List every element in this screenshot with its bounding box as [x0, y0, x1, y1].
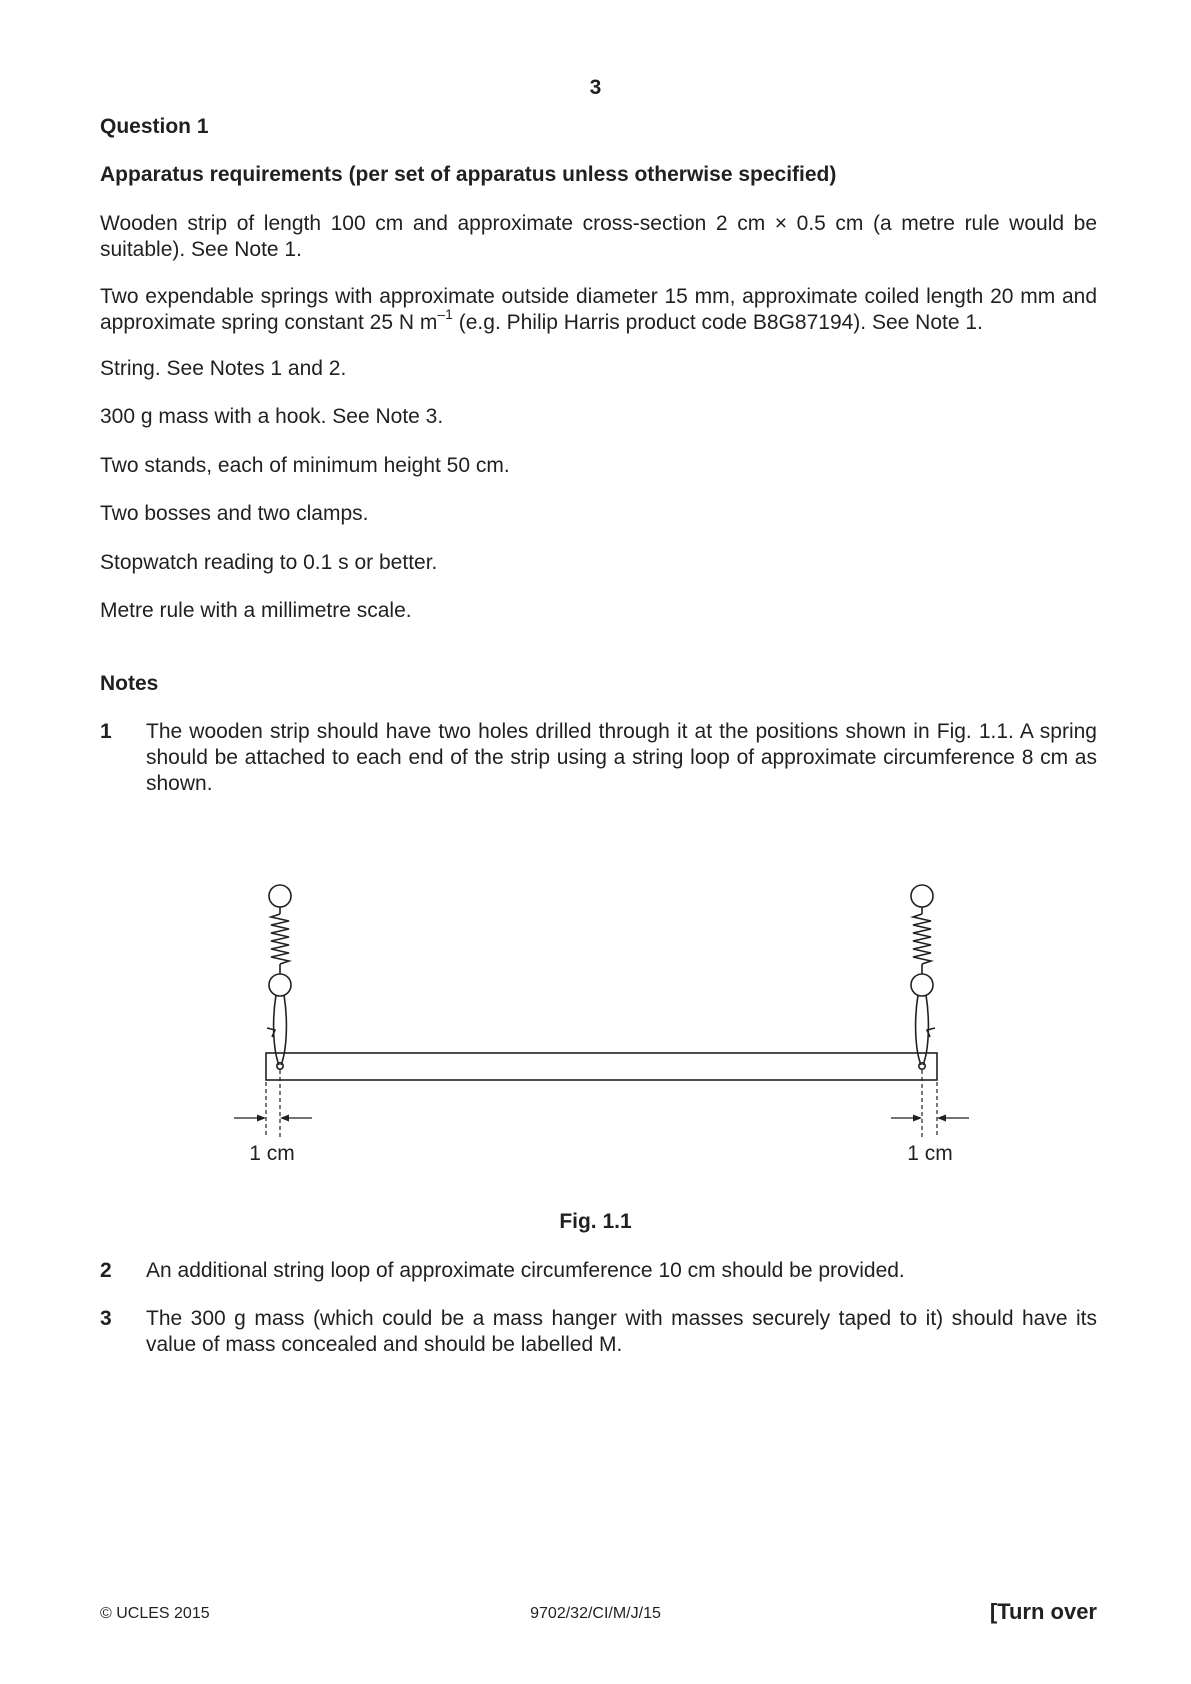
apparatus-item-text	[100, 284, 1097, 336]
left-arrowhead-in	[257, 1115, 266, 1122]
right-arrowhead-in	[913, 1115, 922, 1122]
apparatus-item-text: Metre rule with a millimetre scale.	[100, 599, 412, 622]
apparatus-item-7	[100, 550, 1097, 576]
apparatus-item-3	[100, 356, 1097, 382]
left-dimension-marker	[234, 1070, 312, 1137]
apparatus-item-6	[100, 501, 1097, 527]
footer-paper-code: 9702/32/CI/M/J/15	[530, 1605, 661, 1622]
note-3	[100, 1306, 1097, 1358]
notes-heading-block	[100, 671, 1097, 697]
right-dimension-marker	[891, 1070, 969, 1137]
apparatus-heading-block	[100, 162, 1097, 188]
note-number: 2	[100, 1259, 112, 1282]
note-text: The 300 g mass (which could be a mass hanger with masses securely taped to it) should have its value of mass concealed and should be labelled M.	[146, 1307, 1097, 1356]
apparatus-item-text: Stopwatch reading to 0.1 s or better.	[100, 551, 438, 574]
note-text: An additional string loop of approximate circumference 10 cm should be provided.	[146, 1259, 905, 1282]
apparatus-item-text: Two bosses and two clamps.	[100, 502, 369, 525]
left-arrowhead-out	[280, 1115, 289, 1122]
right-bottom-ring	[911, 974, 933, 996]
left-hole	[277, 1063, 283, 1069]
right-string-loop	[916, 995, 921, 1065]
left-top-ring	[269, 885, 291, 907]
right-dimension-label: 1 cm	[907, 1142, 953, 1165]
apparatus-item-4	[100, 404, 1097, 430]
footer-copyright: © UCLES 2015	[100, 1605, 210, 1622]
notes-heading: Notes	[100, 672, 159, 695]
apparatus-item-8	[100, 598, 1097, 624]
apparatus-item-2	[100, 284, 1097, 336]
item-text-after: (e.g. Philip Harris product code B8G87194). See Note 1.	[452, 311, 983, 334]
right-spring-coil	[913, 914, 931, 964]
question-title: Question 1	[100, 115, 209, 138]
note-1	[100, 719, 1097, 797]
left-bottom-ring	[269, 974, 291, 996]
note-text: The wooden strip should have two holes drilled through it at the positions shown in Fig. 1.1. A spring should be attached to each end of the strip using a string loop of approximate circumference 8 cm as shown.	[146, 720, 1097, 795]
left-string-loop	[274, 995, 279, 1065]
page-number: 3	[589, 76, 602, 99]
footer-turn-over: [Turn over	[989, 1599, 1097, 1624]
right-spring-assembly	[911, 885, 935, 1069]
figure-caption: Fig. 1.1	[559, 1210, 632, 1233]
left-spring-assembly	[267, 885, 291, 1069]
note-2	[100, 1258, 1097, 1284]
apparatus-item-5	[100, 453, 1097, 479]
note-number: 3	[100, 1307, 112, 1330]
left-dimension-label: 1 cm	[249, 1142, 295, 1165]
apparatus-item-text: Wooden strip of length 100 cm and approximate cross-section 2 cm × 0.5 cm (a metre rule would be suitable). See Note 1.	[100, 212, 1097, 261]
item-text-superscript: –1	[437, 306, 453, 322]
apparatus-item-text: Two stands, each of minimum height 50 cm.	[100, 454, 510, 477]
wooden-strip	[266, 1053, 937, 1080]
question-title-block	[100, 114, 1097, 140]
right-top-ring	[911, 885, 933, 907]
item-text-before: Two expendable springs with approximate outside diameter 15 mm, approximate coiled length 20 mm and approximate spring constant 25 N m	[100, 285, 1097, 334]
note-number: 1	[100, 720, 112, 743]
left-spring-coil	[271, 914, 289, 964]
apparatus-item-text: String. See Notes 1 and 2.	[100, 357, 347, 380]
right-arrowhead-out	[937, 1115, 946, 1122]
apparatus-item-text: 300 g mass with a hook. See Note 3.	[100, 405, 444, 428]
apparatus-item-1	[100, 211, 1097, 263]
apparatus-heading: Apparatus requirements (per set of apparatus unless otherwise specified)	[100, 163, 837, 186]
right-hole	[919, 1063, 925, 1069]
